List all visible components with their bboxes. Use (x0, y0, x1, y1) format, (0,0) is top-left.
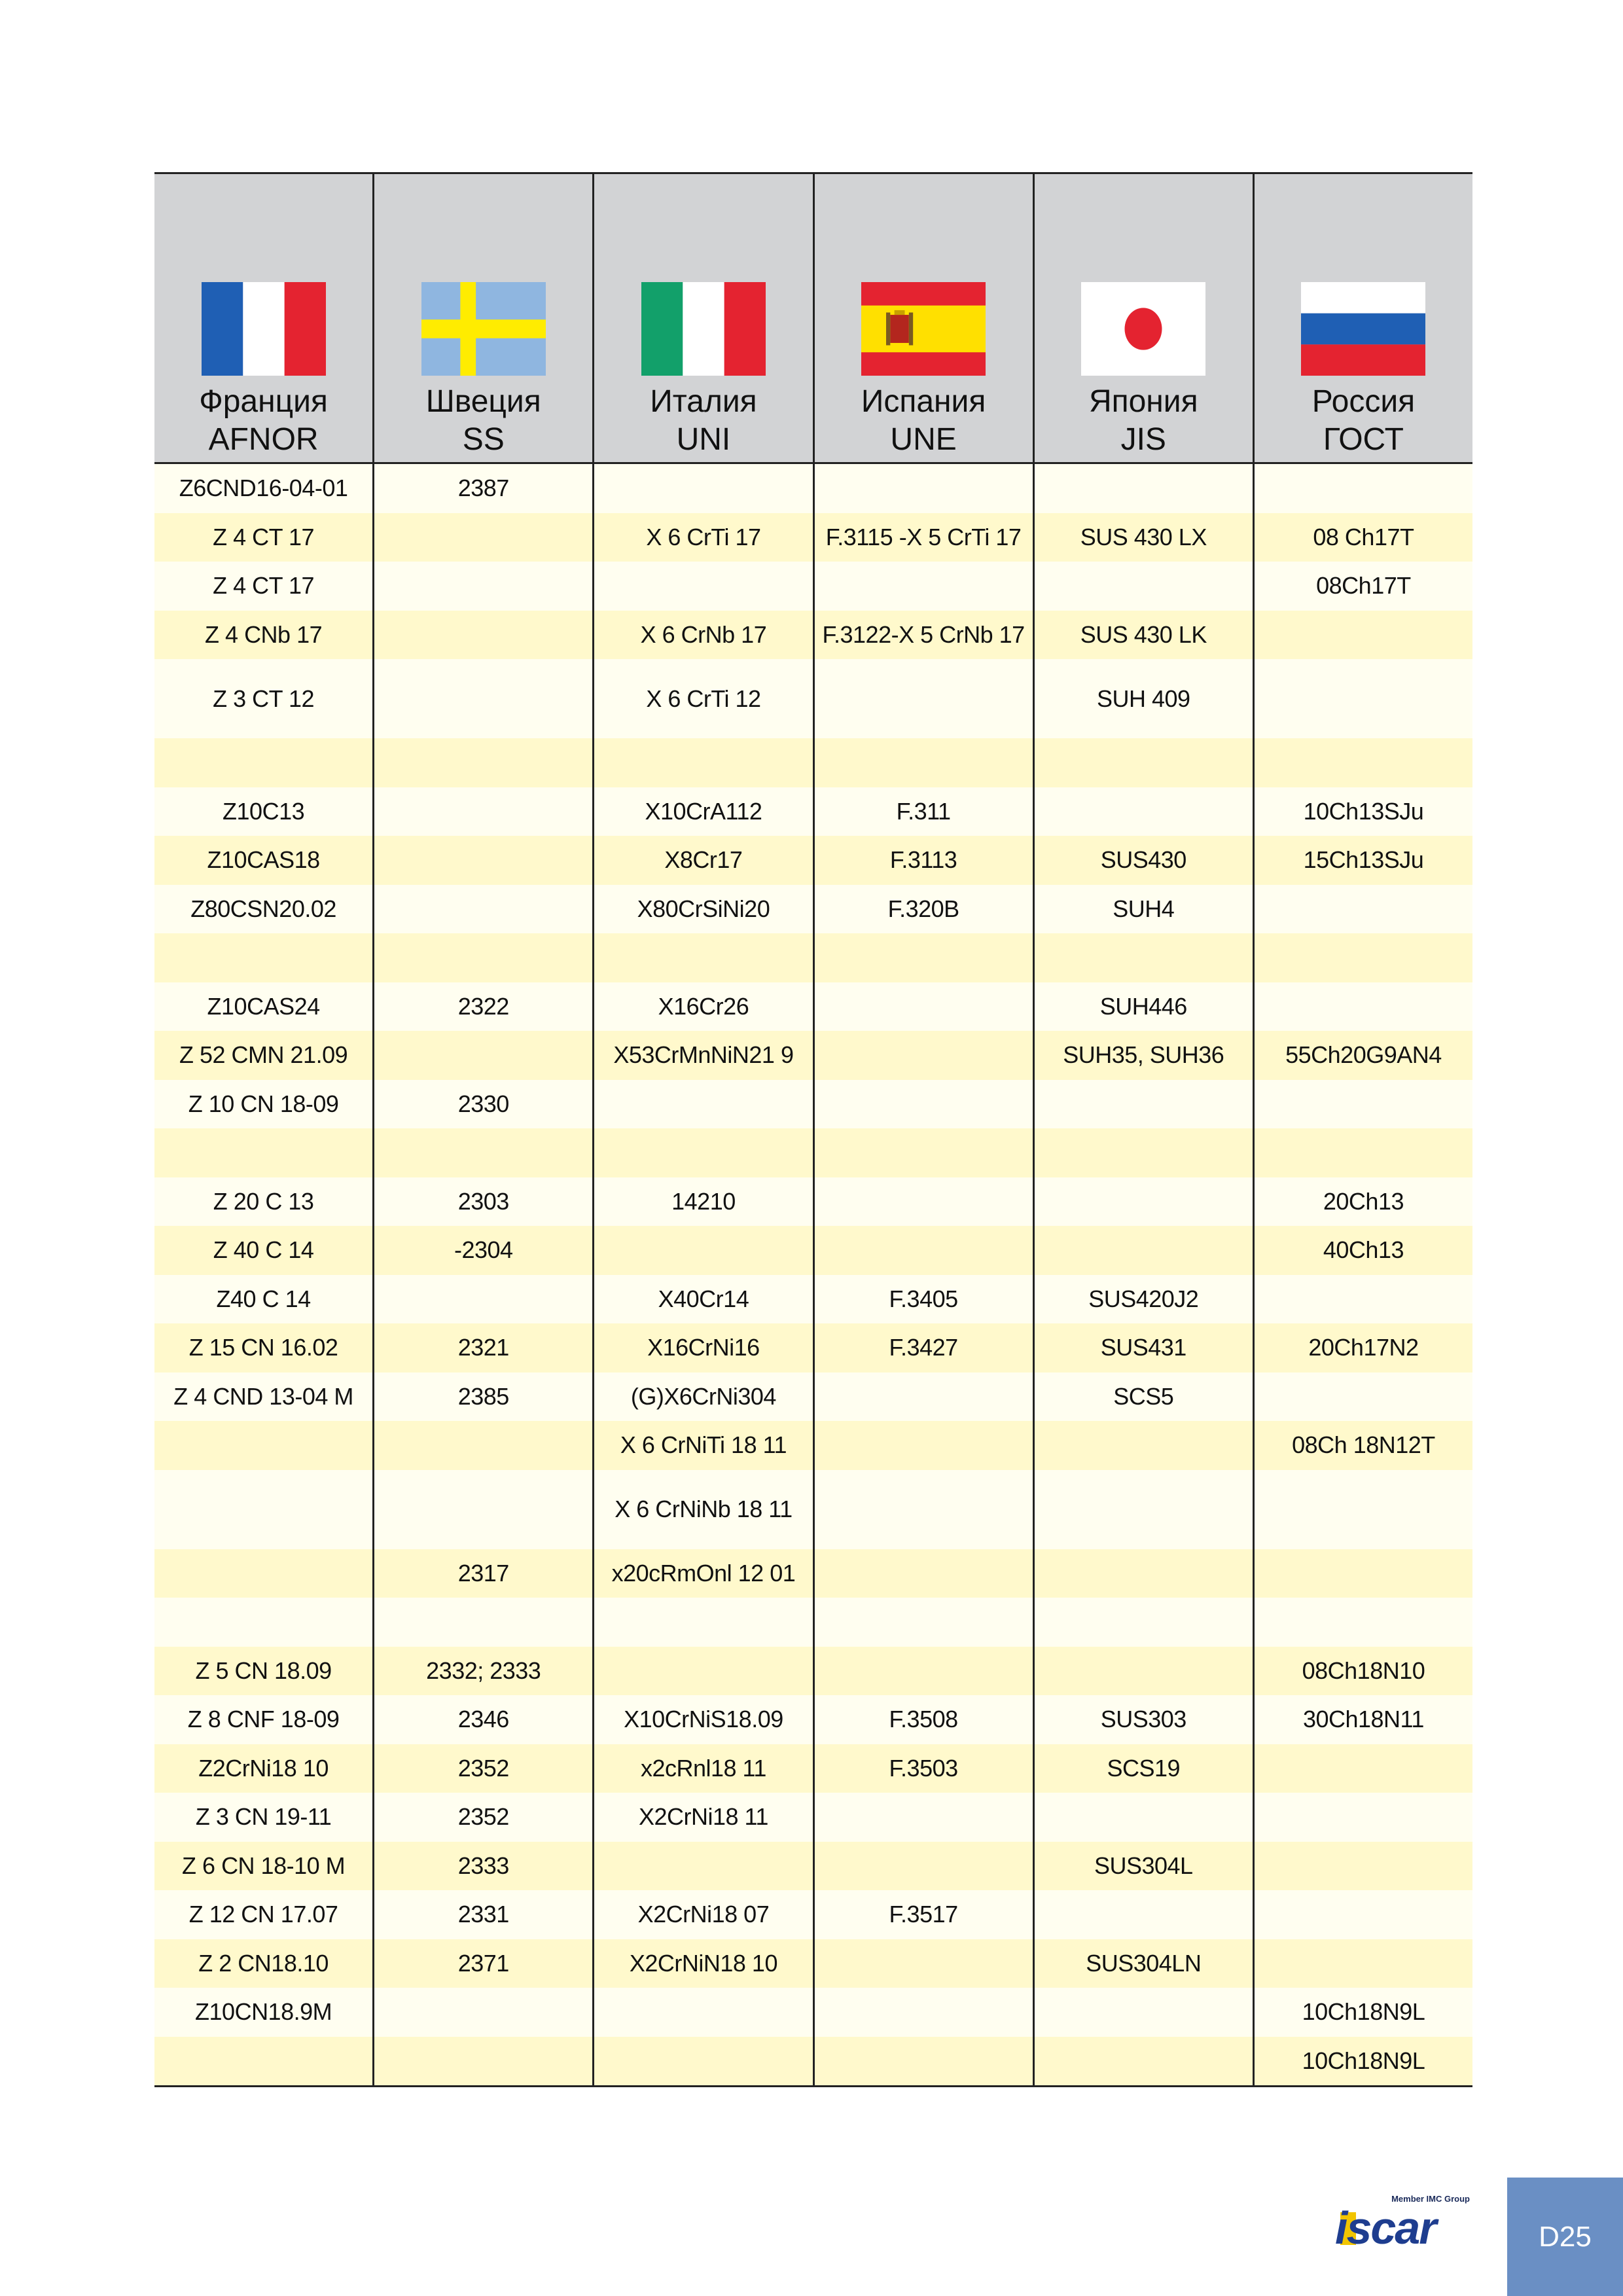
table-row (154, 836, 1472, 885)
table-cell (372, 1128, 592, 1177)
table-cell (813, 1842, 1033, 1891)
page-number: D25 (1539, 2220, 1592, 2253)
table-cell: 20Ch17N2 (1253, 1323, 1472, 1372)
table-cell (372, 1031, 592, 1080)
table-cell: Z 6 CN 18-10 M (182, 1852, 346, 1879)
table-cell: X 6 CrNiNb 18 11 (592, 1470, 812, 1549)
table-cell: 10Ch18N9L (1253, 1988, 1472, 2037)
table-cell (813, 982, 1033, 1031)
table-cell (1033, 1793, 1253, 1842)
table-cell (1033, 1470, 1253, 1549)
standard-label: UNI (676, 422, 731, 457)
table-cell: X 6 CrNb 17 (592, 611, 812, 660)
table-cell (1253, 738, 1472, 787)
table-cell: X16Cr26 (592, 982, 812, 1031)
table-cell (1033, 1549, 1253, 1598)
table-cell (372, 1470, 592, 1549)
table-cell (1033, 1226, 1253, 1275)
table-cell: Z10CN18.9M (195, 1998, 332, 2026)
table-cell: 2331 (372, 1890, 592, 1939)
table-cell (1253, 1128, 1472, 1177)
table-cell: Z 3 CT 12 (213, 685, 315, 712)
table-cell (154, 933, 372, 982)
table-row (154, 562, 1472, 611)
table-cell: X2CrNi18 07 (592, 1890, 812, 1939)
table-row (154, 2037, 1472, 2086)
table-cell (1253, 1842, 1472, 1891)
table-cell (372, 513, 592, 562)
table-cell: 30Ch18N11 (1253, 1695, 1472, 1744)
table-cell: Z 4 CNb 17 (205, 620, 323, 648)
table-cell: 2333 (372, 1842, 592, 1891)
table-cell (1033, 738, 1253, 787)
table-row (154, 885, 1472, 934)
table-cell: 08Ch18N10 (1253, 1647, 1472, 1696)
table-cell: Z 2 CN18.10 (198, 1949, 329, 1977)
table-cell: Z10CAS24 (207, 992, 320, 1020)
table-cell (592, 2037, 812, 2086)
table-cell: Z 4 CT 17 (213, 523, 315, 550)
table-cell (1253, 1470, 1472, 1549)
table-cell: F.3113 (813, 836, 1033, 885)
table-cell (592, 933, 812, 982)
header-cell-spain (813, 174, 1033, 462)
table-cell: Z 3 CN 19-11 (195, 1803, 332, 1831)
table-cell: X 6 CrTi 17 (592, 513, 812, 562)
table-cell: Z 20 C 13 (213, 1187, 314, 1215)
header-cell-russia (1253, 174, 1472, 462)
table-cell (372, 1275, 592, 1324)
table-cell (1253, 933, 1472, 982)
table-cell (1253, 982, 1472, 1031)
table-cell: Z 15 CN 16.02 (188, 1334, 338, 1361)
country-label: Россия (1311, 384, 1416, 419)
table-body (154, 464, 1472, 2085)
table-row (154, 1470, 1472, 1549)
table-cell: SUH 409 (1033, 659, 1253, 738)
country-label: Италия (650, 384, 757, 419)
table-cell: Z40 C 14 (216, 1285, 311, 1312)
table-cell (1033, 2037, 1253, 2086)
table-row (154, 1128, 1472, 1177)
table-cell (813, 1988, 1033, 2037)
table-cell (592, 1598, 812, 1647)
table-cell: x20cRmOnl 12 01 (592, 1549, 812, 1598)
table-cell (1253, 1939, 1472, 1988)
spain-flag (861, 282, 986, 376)
table-cell (813, 1372, 1033, 1422)
table-cell: 2371 (372, 1939, 592, 1988)
table-cell (154, 1470, 372, 1549)
table-row (154, 464, 1472, 513)
table-cell: 2303 (372, 1177, 592, 1227)
table-cell: F.3503 (813, 1744, 1033, 1793)
table-cell: F.3427 (813, 1323, 1033, 1372)
table-cell: F.3122-X 5 CrNb 17 (813, 611, 1033, 660)
table-cell (1253, 1890, 1472, 1939)
table-cell (813, 1549, 1033, 1598)
table-cell: F.3508 (813, 1695, 1033, 1744)
table-cell: 2332; 2333 (372, 1647, 592, 1696)
table-cell: 2352 (372, 1744, 592, 1793)
table-cell (1253, 1549, 1472, 1598)
table-row (154, 933, 1472, 982)
table-cell: F.3517 (813, 1890, 1033, 1939)
table-cell: 40Ch13 (1253, 1226, 1472, 1275)
table-cell (813, 1421, 1033, 1470)
table-cell: 2385 (372, 1372, 592, 1422)
table-cell (1033, 1890, 1253, 1939)
table-cell (592, 1226, 812, 1275)
table-cell (1253, 464, 1472, 513)
table-cell: 08 Ch17T (1253, 513, 1472, 562)
table-cell (154, 1128, 372, 1177)
table-row (154, 1842, 1472, 1891)
table-cell: SUH35, SUH36 (1033, 1031, 1253, 1080)
table-row (154, 1988, 1472, 2037)
table-cell (1253, 885, 1472, 934)
table-cell: SUS304LN (1033, 1939, 1253, 1988)
table-cell (813, 1226, 1033, 1275)
table-cell: Z6CND16-04-01 (179, 475, 348, 502)
table-cell (154, 1598, 372, 1647)
table-cell: SCS5 (1033, 1372, 1253, 1422)
table-cell (372, 787, 592, 836)
table-cell: X 6 CrNiTi 18 11 (592, 1421, 812, 1470)
table-cell: SUS430 (1033, 836, 1253, 885)
table-row (154, 1647, 1472, 1696)
table-cell: Z 12 CN 17.07 (188, 1901, 338, 1928)
table-cell (813, 464, 1033, 513)
table-row (154, 1793, 1472, 1842)
table-cell: X80CrSiNi20 (592, 885, 812, 934)
table-cell: 20Ch13 (1253, 1177, 1472, 1227)
table-cell (1033, 1128, 1253, 1177)
italy-flag (641, 282, 766, 376)
table-cell: Z10CAS18 (207, 846, 320, 874)
table-cell: SUS304L (1033, 1842, 1253, 1891)
table-cell (592, 1080, 812, 1129)
table-cell (1033, 787, 1253, 836)
page-number-box (1507, 2178, 1623, 2296)
table-cell: X2CrNiN18 10 (592, 1939, 812, 1988)
table-row (154, 659, 1472, 738)
table-cell (1033, 1647, 1253, 1696)
france-flag (202, 282, 326, 376)
table-cell (372, 1421, 592, 1470)
table-row (154, 1939, 1472, 1988)
table-cell (372, 1598, 592, 1647)
table-cell (1033, 562, 1253, 611)
table-row (154, 982, 1472, 1031)
table-cell: Z 52 CMN 21.09 (179, 1041, 348, 1069)
table-cell: 2321 (372, 1323, 592, 1372)
table-cell (1253, 1744, 1472, 1793)
table-cell: 10Ch18N9L (1253, 2037, 1472, 2086)
table-cell: X16CrNi16 (592, 1323, 812, 1372)
table-cell (372, 1988, 592, 2037)
table-cell: X 6 CrTi 12 (592, 659, 812, 738)
table-cell: SUS 430 LX (1033, 513, 1253, 562)
table-row (154, 1275, 1472, 1324)
table-cell (813, 1177, 1033, 1227)
standard-label: SS (462, 422, 505, 457)
country-label: Франция (199, 384, 328, 419)
table-cell (1033, 933, 1253, 982)
table-cell: SUS420J2 (1033, 1275, 1253, 1324)
standard-label: JIS (1120, 422, 1166, 457)
table-cell (592, 562, 812, 611)
table-row (154, 1890, 1472, 1939)
table-cell (372, 2037, 592, 2086)
table-cell: F.3115 -X 5 CrTi 17 (813, 513, 1033, 562)
table-cell (372, 659, 592, 738)
table-cell: Z10C13 (223, 797, 305, 825)
table-cell: Z 8 CNF 18-09 (187, 1706, 340, 1733)
table-row (154, 1031, 1472, 1080)
table-row (154, 611, 1472, 660)
table-cell: Z 4 CT 17 (213, 572, 315, 600)
table-cell (372, 836, 592, 885)
table-cell (1253, 1275, 1472, 1324)
table-cell (592, 1988, 812, 2037)
table-cell: X53CrMnNiN21 9 (592, 1031, 812, 1080)
table-cell: Z 5 CN 18.09 (195, 1657, 332, 1684)
table-cell: F.3405 (813, 1275, 1033, 1324)
table-cell (372, 562, 592, 611)
table-cell (154, 1549, 372, 1598)
table-cell (592, 1842, 812, 1891)
country-label: Япония (1088, 384, 1198, 419)
table-row (154, 1744, 1472, 1793)
table-cell (1253, 1598, 1472, 1647)
table-cell: 55Ch20G9AN4 (1253, 1031, 1472, 1080)
table-cell (154, 738, 372, 787)
table-cell (592, 738, 812, 787)
table-cell: x2cRnl18 11 (592, 1744, 812, 1793)
table-cell: 08Ch 18N12T (1253, 1421, 1472, 1470)
table-cell (154, 1421, 372, 1470)
table-cell: (G)X6CrNi304 (592, 1372, 812, 1422)
table-cell: SUH4 (1033, 885, 1253, 934)
standard-label: ГОСТ (1323, 422, 1404, 457)
table-cell: F.311 (813, 787, 1033, 836)
standard-label: AFNOR (208, 422, 319, 457)
table-cell (1033, 1598, 1253, 1647)
table-cell (1253, 659, 1472, 738)
table-cell: X8Cr17 (592, 836, 812, 885)
table-cell (1033, 1988, 1253, 2037)
table-cell: Z 40 C 14 (213, 1236, 314, 1264)
table-cell (372, 933, 592, 982)
table-cell (1253, 1080, 1472, 1129)
header-cell-france (154, 174, 372, 462)
table-row (154, 1372, 1472, 1422)
logo-tagline: Member IMC Group (1391, 2194, 1470, 2204)
table-cell (813, 933, 1033, 982)
table-row (154, 513, 1472, 562)
table-cell (813, 1080, 1033, 1129)
logo-wordmark: iscar (1335, 2202, 1436, 2253)
table-row (154, 738, 1472, 787)
table-cell: F.320B (813, 885, 1033, 934)
table-cell (154, 2037, 372, 2086)
table-cell: 08Ch17T (1253, 562, 1472, 611)
table-cell: 2330 (372, 1080, 592, 1129)
table-cell (372, 885, 592, 934)
table-cell (813, 1939, 1033, 1988)
table-cell (1033, 1421, 1253, 1470)
standard-label: UNE (890, 422, 957, 457)
table-cell (813, 2037, 1033, 2086)
table-cell (1033, 1177, 1253, 1227)
header-cell-italy (592, 174, 812, 462)
table-cell (813, 1647, 1033, 1696)
table-cell: -2304 (372, 1226, 592, 1275)
table-cell (592, 1128, 812, 1177)
table-cell (1253, 1793, 1472, 1842)
table-cell: SUS 430 LK (1033, 611, 1253, 660)
table-cell: X10CrA112 (592, 787, 812, 836)
table-row (154, 1177, 1472, 1227)
table-cell: 15Ch13SJu (1253, 836, 1472, 885)
table-row (154, 1695, 1472, 1744)
table-cell (813, 1128, 1033, 1177)
header-cell-sweden (372, 174, 592, 462)
table-cell: X40Cr14 (592, 1275, 812, 1324)
table-cell: Z2CrNi18 10 (198, 1754, 329, 1782)
table-cell (813, 659, 1033, 738)
table-cell (1033, 464, 1253, 513)
table-cell: SUS431 (1033, 1323, 1253, 1372)
table-cell: SUS303 (1033, 1695, 1253, 1744)
table-row (154, 787, 1472, 836)
country-label: Испания (861, 384, 986, 419)
table-cell: 2387 (372, 464, 592, 513)
japan-flag (1081, 282, 1205, 376)
table-row (154, 1549, 1472, 1598)
table-cell (813, 738, 1033, 787)
table-row (154, 1226, 1472, 1275)
table-row (154, 1598, 1472, 1647)
table-cell (1253, 1372, 1472, 1422)
table-cell: X10CrNiS18.09 (592, 1695, 812, 1744)
steel-equivalents-table (154, 172, 1472, 2087)
table-cell: 2346 (372, 1695, 592, 1744)
iscar-logo (1335, 2193, 1472, 2255)
table-cell: 2352 (372, 1793, 592, 1842)
table-cell (813, 1031, 1033, 1080)
table-cell (372, 738, 592, 787)
table-cell (1253, 611, 1472, 660)
table-cell: 2317 (372, 1549, 592, 1598)
table-cell: SUH446 (1033, 982, 1253, 1031)
table-header (154, 174, 1472, 464)
table-cell: SCS19 (1033, 1744, 1253, 1793)
table-cell (592, 1647, 812, 1696)
table-row (154, 1323, 1472, 1372)
table-cell (813, 1598, 1033, 1647)
table-cell: Z80CSN20.02 (190, 895, 336, 922)
table-cell: X2CrNi18 11 (592, 1793, 812, 1842)
table-cell: Z 4 CND 13-04 M (173, 1382, 353, 1410)
table-cell: 2322 (372, 982, 592, 1031)
table-cell: 14210 (592, 1177, 812, 1227)
table-row (154, 1421, 1472, 1470)
table-cell (372, 611, 592, 660)
country-label: Швеция (425, 384, 541, 419)
table-cell (592, 464, 812, 513)
table-cell (813, 562, 1033, 611)
russia-flag (1301, 282, 1425, 376)
table-cell (813, 1793, 1033, 1842)
header-cell-japan (1033, 174, 1253, 462)
sweden-flag (421, 282, 546, 376)
table-cell (1033, 1080, 1253, 1129)
table-cell: 10Ch13SJu (1253, 787, 1472, 836)
table-cell (813, 1470, 1033, 1549)
table-cell: Z 10 CN 18-09 (188, 1090, 339, 1117)
table-row (154, 1080, 1472, 1129)
